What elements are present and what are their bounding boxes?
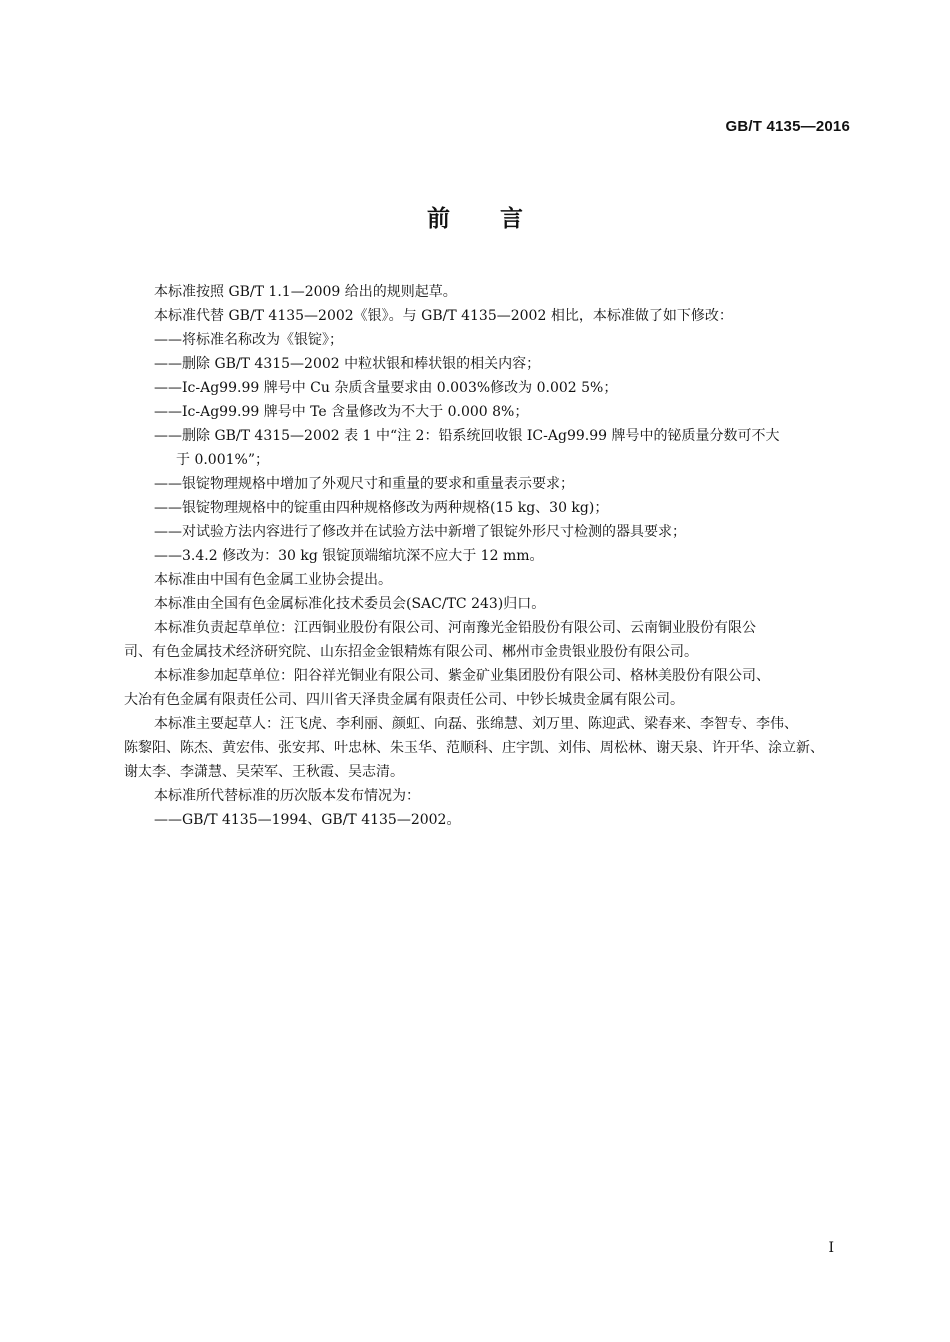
page-number: I bbox=[828, 1240, 834, 1256]
paragraph-drafters: 本标准主要起草人：汪飞虎、李利丽、颜虹、向磊、张绵慧、刘万里、陈迎武、梁春来、李智专、李伟、 bbox=[154, 716, 798, 732]
change-item: ——Ic-Ag99.99 牌号中 Te 含量修改为不大于 0.000 8%； bbox=[154, 404, 529, 420]
change-item: ——Ic-Ag99.99 牌号中 Cu 杂质含量要求由 0.003%修改为 0.002 5%； bbox=[154, 380, 618, 396]
paragraph-participating-units-cont: 大冶有色金属有限责任公司、四川省天泽贵金属有限责任公司、中钞长城贵金属有限公司。 bbox=[124, 692, 684, 708]
change-item: ——删除 GB/T 4315—2002 表 1 中“注 2：铅系统回收银 IC-Ag99.99 牌号中的铋质量分数可不大 bbox=[154, 428, 780, 444]
paragraph-history: 本标准所代替标准的历次版本发布情况为： bbox=[154, 788, 420, 804]
change-item: ——删除 GB/T 4315—2002 中粒状银和棒状银的相关内容； bbox=[154, 356, 541, 372]
paragraph-responsible-units-cont: 司、有色金属技术经济研究院、山东招金金银精炼有限公司、郴州市金贵银业股份有限公司。 bbox=[124, 644, 698, 660]
history-item: ——GB/T 4135—1994、GB/T 4135—2002。 bbox=[154, 812, 461, 828]
change-item: ——银锭物理规格中增加了外观尺寸和重量的要求和重量表示要求； bbox=[154, 476, 574, 492]
change-item: ——3.4.2 修改为：30 kg 银锭顶端缩坑深不应大于 12 mm。 bbox=[154, 548, 544, 564]
paragraph-drafting-rules: 本标准按照 GB/T 1.1—2009 给出的规则起草。 bbox=[154, 284, 457, 300]
change-item-continuation: 于 0.001%”； bbox=[176, 452, 269, 468]
paragraph-drafters-cont: 谢太李、李潇慧、吴荣军、王秋霞、吴志清。 bbox=[124, 764, 404, 780]
paragraph-proposer: 本标准由中国有色金属工业协会提出。 bbox=[154, 572, 392, 588]
change-item: ——将标准名称改为《银锭》； bbox=[154, 332, 343, 348]
change-item: ——银锭物理规格中的锭重由四种规格修改为两种规格(15 kg、30 kg)； bbox=[154, 500, 609, 516]
foreword-body bbox=[124, 280, 856, 832]
paragraph-drafters-cont: 陈黎阳、陈杰、黄宏伟、张安邦、叶忠林、朱玉华、范顺科、庄宇凯、刘伟、周松林、谢天泉、许开华、涂立新、 bbox=[124, 740, 824, 756]
paragraph-responsible-units: 本标准负责起草单位：江西铜业股份有限公司、河南豫光金铅股份有限公司、云南铜业股份有限公 bbox=[154, 620, 756, 636]
paragraph-centralized: 本标准由全国有色金属标准化技术委员会(SAC/TC 243)归口。 bbox=[154, 596, 546, 612]
paragraph-participating-units: 本标准参加起草单位：阳谷祥光铜业有限公司、紫金矿业集团股份有限公司、格林美股份有限公司、 bbox=[154, 668, 770, 684]
change-item: ——对试验方法内容进行了修改并在试验方法中新增了银锭外形尺寸检测的器具要求； bbox=[154, 524, 686, 540]
page-title: 前言 bbox=[427, 206, 573, 232]
standard-code: GB/T 4135—2016 bbox=[725, 118, 850, 135]
paragraph-replaces: 本标准代替 GB/T 4135—2002《银》。与 GB/T 4135—2002 相比，本标准做了如下修改： bbox=[154, 308, 733, 324]
